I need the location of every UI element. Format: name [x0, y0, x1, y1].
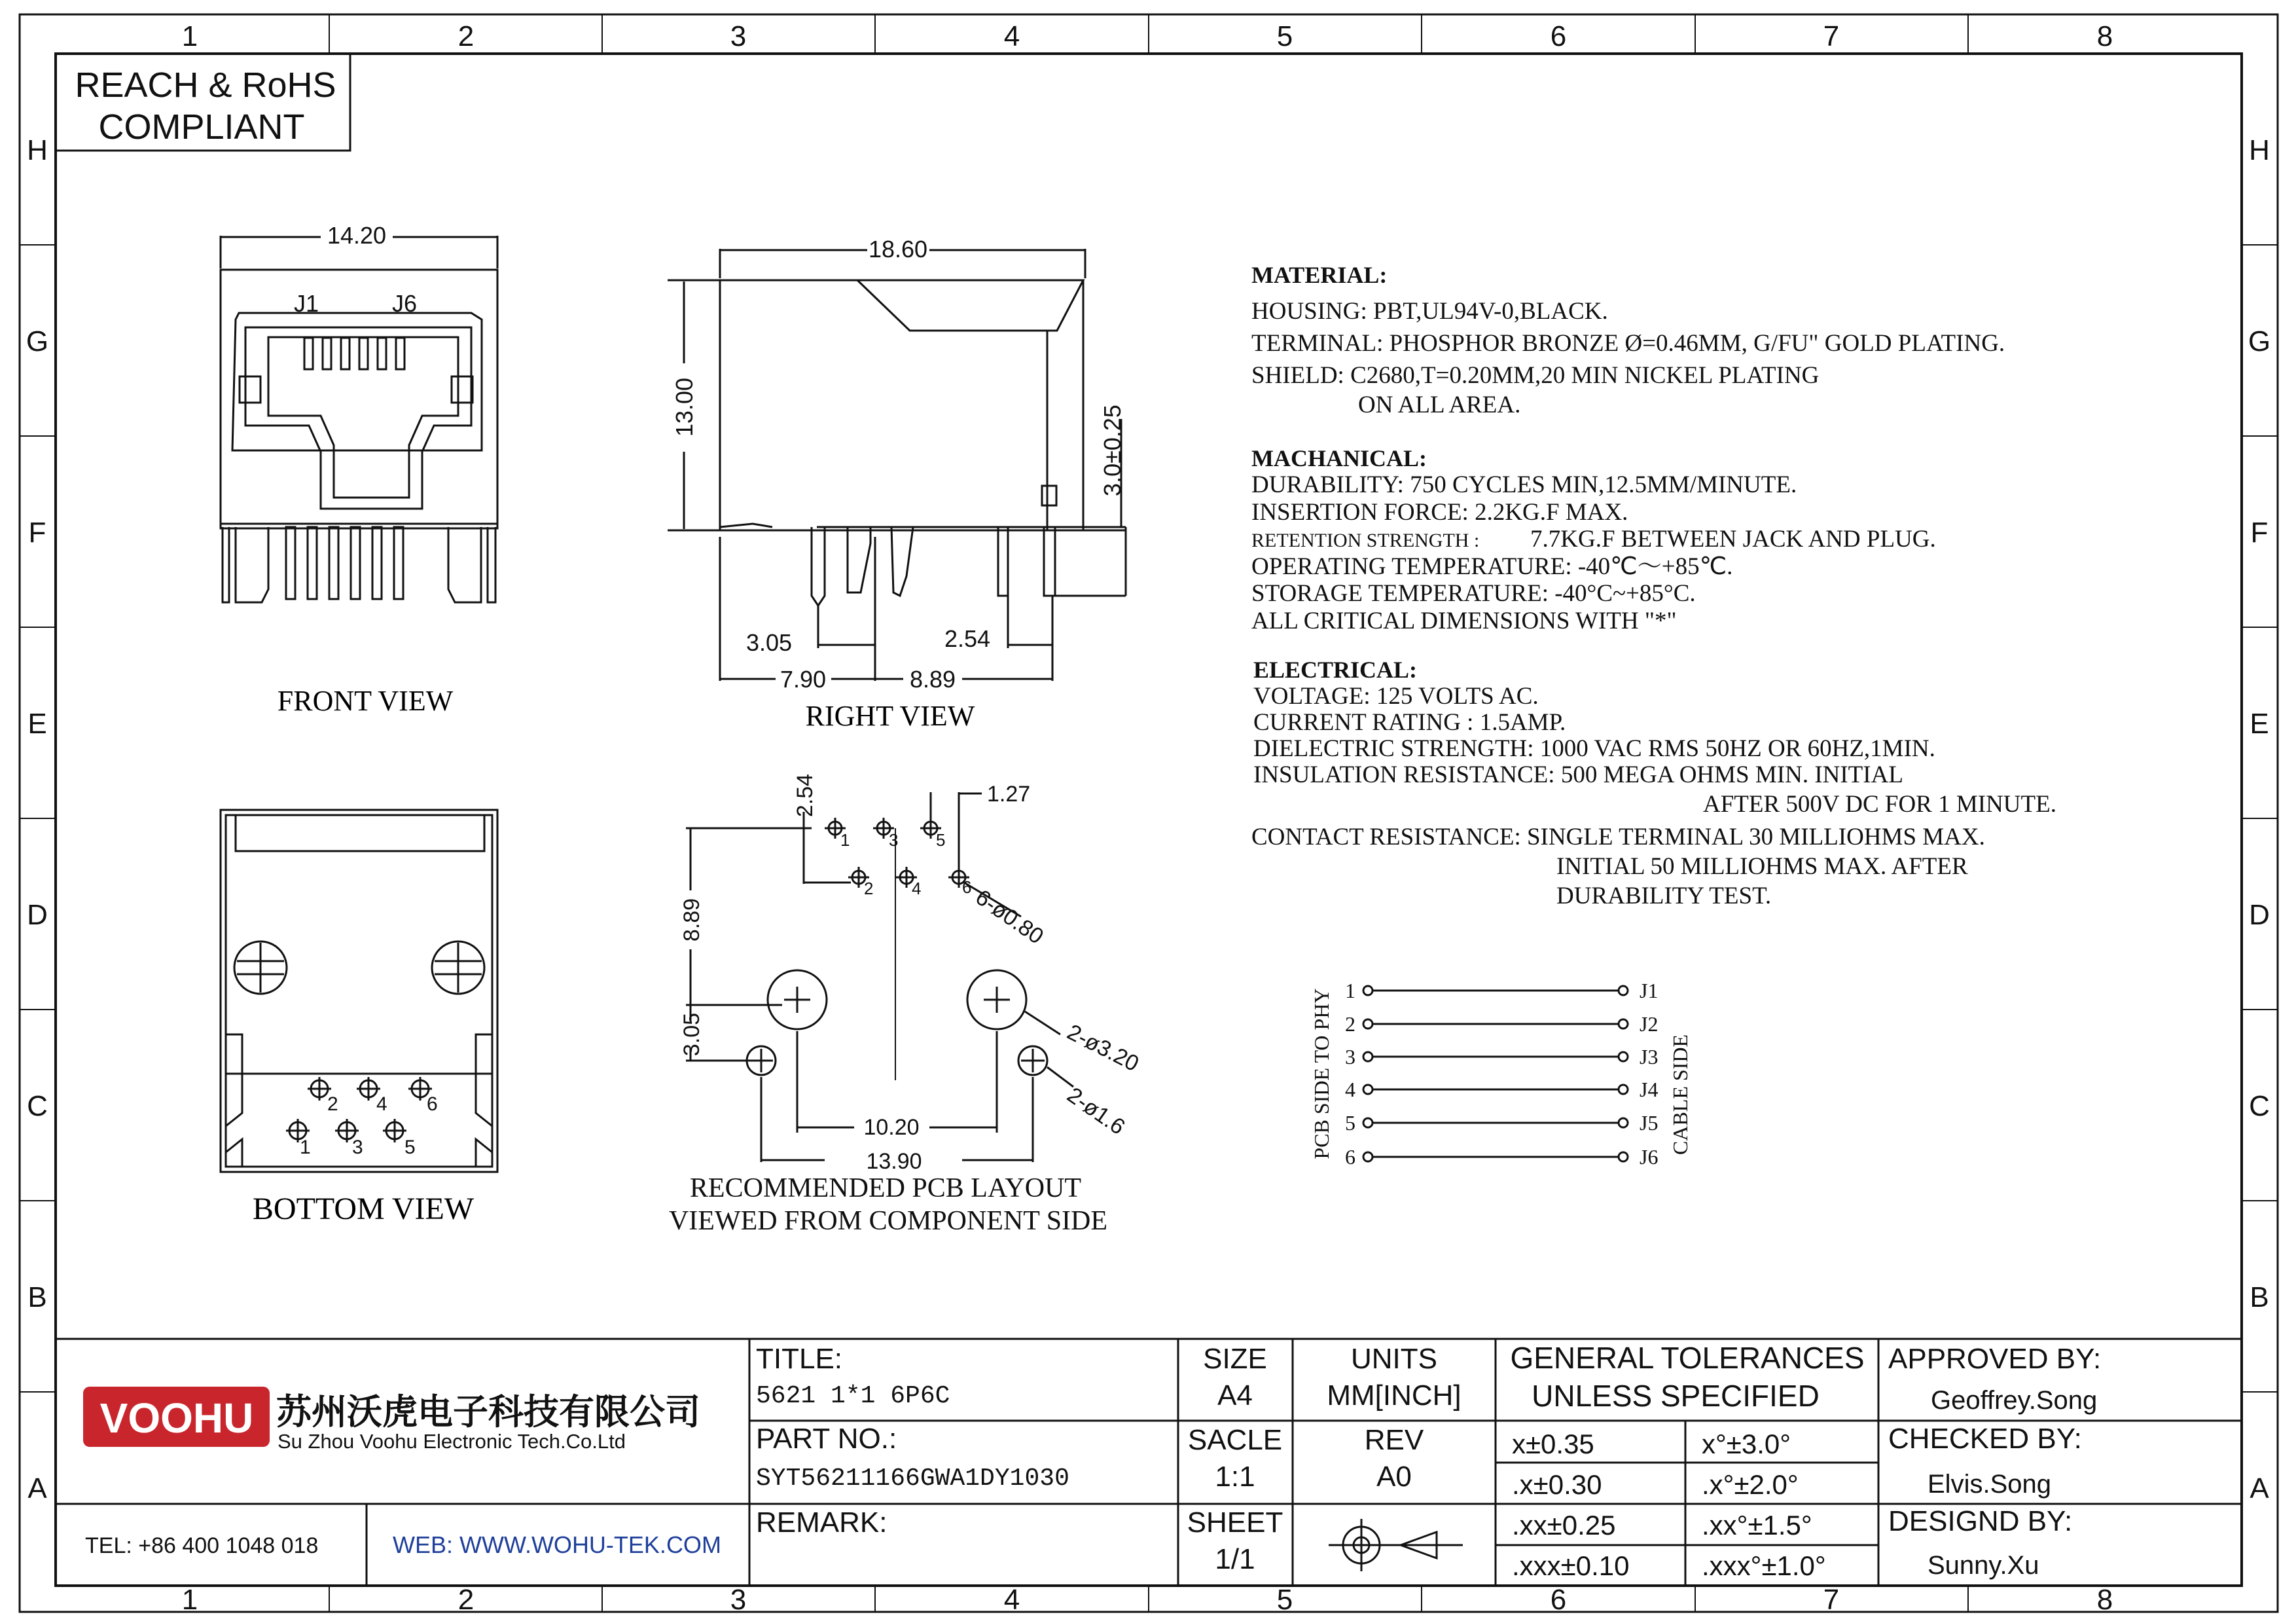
col-label: 6: [1550, 1584, 1567, 1616]
approved-label: APPROVED BY:: [1888, 1343, 2102, 1375]
row-label: D: [2249, 899, 2270, 931]
col-label: 8: [2096, 20, 2113, 52]
mechanical-line: 7.7KG.F BETWEEN JACK AND PLUG.: [1530, 526, 1936, 553]
schematic-left-pin: 5: [1345, 1111, 1355, 1135]
pcb-pin-3: 3: [889, 830, 899, 850]
col-label: 6: [1550, 20, 1567, 52]
material-line: TERMINAL: PHOSPHOR BRONZE Ø=0.46MM, G/FU" GOLD PLATING.: [1251, 330, 2005, 357]
pcb-pin-5: 5: [936, 830, 946, 850]
checked-label: CHECKED BY:: [1888, 1423, 2082, 1455]
pcb-pitch-x: 1.27: [987, 782, 1031, 807]
pcb-pitch-y: 2.54: [793, 773, 817, 818]
bottom-pin-6: 6: [427, 1093, 438, 1115]
tolerance-angular: .xx°±1.5°: [1702, 1510, 1812, 1541]
pcb-dim-peg-spacing: 10.20: [863, 1115, 920, 1140]
schematic-left-label: PCB SIDE TO PHY: [1310, 988, 1333, 1159]
mechanical-heading: MACHANICAL:: [1251, 445, 1427, 471]
bottom-pin-5: 5: [404, 1137, 416, 1158]
specifications: [1251, 262, 2056, 909]
electrical-line: INSULATION RESISTANCE: 500 MEGA OHMS MIN. INITIAL: [1253, 761, 1903, 788]
designed-value: Sunny.Xu: [1928, 1551, 2039, 1580]
tolerance-heading-1: GENERAL TOLERANCES: [1510, 1341, 1865, 1375]
right-standoff-dim: 3.0±0.25: [1099, 405, 1126, 496]
col-label: 5: [1276, 20, 1293, 52]
row-label: A: [27, 1472, 47, 1504]
tolerance-angular: x°±3.0°: [1702, 1429, 1791, 1459]
right-view: [668, 249, 1126, 681]
front-legs: [223, 527, 495, 602]
title-value: 5621 1*1 6P6C: [756, 1382, 950, 1410]
right-dim-b: 2.54: [944, 625, 991, 652]
right-dim-c: 7.90: [780, 666, 827, 693]
sheet-value: 1/1: [1215, 1543, 1255, 1575]
right-height-dim: 13.00: [671, 377, 698, 437]
right-dim-d: 8.89: [909, 666, 956, 693]
pcb-small-hole-note: 2-ø1.6: [1062, 1082, 1130, 1140]
row-label: D: [27, 899, 48, 931]
voohu-logo: [83, 1387, 270, 1447]
col-label: 4: [1003, 1584, 1020, 1616]
right-length-dim: 18.60: [868, 236, 928, 263]
bottom-pin-3: 3: [352, 1137, 363, 1158]
checked-value: Elvis.Song: [1928, 1470, 2051, 1499]
schematic-right-label: CABLE SIDE: [1668, 1034, 1692, 1155]
row-label: H: [2249, 134, 2270, 166]
mechanical-line: OPERATING TEMPERATURE: -40℃～+85℃.: [1251, 553, 1733, 580]
part-value: SYT56211166GWA1DY1030: [756, 1465, 1069, 1493]
schematic-right-pin: J6: [1640, 1145, 1659, 1169]
bottom-pin-1: 1: [300, 1137, 311, 1158]
tolerance-linear: .xx±0.25: [1512, 1510, 1616, 1541]
title-label: TITLE:: [756, 1343, 843, 1375]
mechanical-line: DURABILITY: 750 CYCLES MIN,12.5MM/MINUTE.: [1251, 471, 1797, 498]
pcb-dim-peg-to-small: 3.05: [679, 1012, 704, 1057]
pcb-pin-6: 6: [962, 877, 972, 897]
col-label: 2: [457, 20, 475, 52]
front-view-label: FRONT VIEW: [277, 685, 454, 717]
designed-label: DESIGND BY:: [1888, 1505, 2073, 1537]
units-value: MM[INCH]: [1327, 1379, 1462, 1412]
mechanical-line: INSERTION FORCE: 2.2KG.F MAX.: [1251, 499, 1628, 526]
front-width-dim: 14.20: [327, 222, 387, 249]
bottom-view: [221, 810, 497, 1172]
pcb-layout: [686, 792, 1073, 1162]
schematic-left-pin: 3: [1345, 1045, 1355, 1068]
schematic: [1363, 986, 1628, 1161]
electrical-line: DIELECTRIC STRENGTH: 1000 VAC RMS 50HZ OR 60HZ,1MIN.: [1253, 735, 1935, 762]
material-line: SHIELD: C2680,T=0.20MM,20 MIN NICKEL PLATING: [1251, 362, 1820, 389]
schematic-right-pin: J4: [1640, 1078, 1659, 1101]
bottom-pins: [286, 1077, 432, 1142]
compliance-line-1: REACH & RoHS: [75, 65, 336, 105]
col-label: 1: [181, 20, 198, 52]
row-label: G: [2248, 325, 2271, 357]
rev-label: REV: [1364, 1424, 1424, 1456]
front-pin-last: J6: [391, 290, 418, 317]
pcb-dim-row-to-peg: 8.89: [679, 898, 704, 942]
pcb-pin-4: 4: [912, 879, 922, 898]
row-label: F: [2250, 517, 2269, 549]
tolerance-linear: x±0.35: [1512, 1429, 1594, 1459]
schematic-right-pin: J5: [1640, 1111, 1659, 1135]
schematic-right-pin: J1: [1640, 979, 1659, 1002]
col-label: 2: [457, 1584, 475, 1616]
mechanical-line: RETENTION STRENGTH :: [1251, 530, 1480, 551]
size-value: A4: [1217, 1379, 1253, 1412]
pcb-dim-small-spacing: 13.90: [866, 1149, 922, 1174]
row-label: E: [2250, 708, 2269, 740]
row-label: B: [27, 1281, 47, 1313]
row-label: F: [28, 517, 46, 549]
pcb-label-1: RECOMMENDED PCB LAYOUT: [689, 1173, 1082, 1203]
col-label: 7: [1823, 1584, 1840, 1616]
pcb-peg-hole-note: 2-ø3.20: [1063, 1019, 1143, 1077]
front-pin-first: J1: [293, 290, 319, 317]
row-label: G: [26, 325, 49, 357]
sheet-label: SHEET: [1187, 1506, 1283, 1539]
schematic-left-pin: 2: [1345, 1012, 1355, 1036]
company-phone: TEL: +86 400 1048 018: [85, 1533, 319, 1558]
schematic-left-pin: 6: [1345, 1145, 1355, 1169]
material-line: HOUSING: PBT,UL94V-0,BLACK.: [1251, 298, 1608, 325]
row-label: C: [27, 1090, 48, 1122]
schematic-left-pin: 4: [1345, 1078, 1355, 1101]
front-contacts: [304, 338, 404, 369]
approved-value: Geoffrey.Song: [1931, 1386, 2098, 1415]
pcb-pin-holes: [825, 818, 969, 888]
bottom-pin-2: 2: [327, 1093, 338, 1115]
projection-symbol-icon: [1329, 1519, 1463, 1571]
material-line: ON ALL AREA.: [1358, 392, 1521, 418]
units-label: UNITS: [1351, 1343, 1437, 1375]
row-label: H: [27, 134, 48, 166]
rev-value: A0: [1376, 1461, 1412, 1493]
pcb-pin-2: 2: [864, 879, 874, 898]
right-dim-a: 3.05: [745, 629, 793, 656]
electrical-line: CURRENT RATING : 1.5AMP.: [1253, 709, 1566, 736]
title-block: [56, 1339, 2242, 1586]
tolerance-linear: .xxx±0.10: [1512, 1550, 1630, 1581]
electrical-heading: ELECTRICAL:: [1253, 657, 1418, 683]
pcb-pin-hole-note: 6-ø0.80: [971, 884, 1049, 949]
scale-label: SACLE: [1187, 1424, 1283, 1456]
material-heading: MATERIAL:: [1251, 262, 1388, 288]
bottom-pin-4: 4: [376, 1093, 387, 1115]
compliance-line-2: COMPLIANT: [98, 107, 305, 147]
right-view-label: RIGHT VIEW: [805, 700, 975, 732]
electrical-line: DURABILITY TEST.: [1556, 883, 1772, 909]
part-label: PART NO.:: [756, 1423, 897, 1455]
tolerance-angular: .xxx°±1.0°: [1702, 1550, 1826, 1581]
mechanical-line: ALL CRITICAL DIMENSIONS WITH "*": [1251, 608, 1677, 634]
electrical-line: CONTACT RESISTANCE: SINGLE TERMINAL 30 MILLIOHMS MAX.: [1251, 824, 1985, 850]
bottom-view-label: BOTTOM VIEW: [252, 1192, 475, 1226]
schematic-right-pin: J2: [1640, 1012, 1659, 1036]
electrical-line: INITIAL 50 MILLIOHMS MAX. AFTER: [1556, 853, 1968, 880]
front-view: [221, 236, 497, 602]
mechanical-line: STORAGE TEMPERATURE: -40°C~+85°C.: [1251, 580, 1696, 607]
col-label: 5: [1276, 1584, 1293, 1616]
tolerance-heading-2: UNLESS SPECIFIED: [1532, 1379, 1820, 1413]
row-label: A: [2250, 1472, 2269, 1504]
company-chinese-name: 苏州沃虎电子科技有限公司: [276, 1393, 700, 1432]
col-label: 1: [181, 1584, 198, 1616]
col-label: 3: [730, 20, 747, 52]
pcb-pin-1: 1: [840, 830, 850, 850]
row-label: E: [27, 708, 47, 740]
zone-labels: [26, 20, 2270, 1616]
row-label: B: [2250, 1281, 2269, 1313]
tolerance-linear: .x±0.30: [1512, 1469, 1602, 1500]
col-label: 8: [2096, 1584, 2113, 1616]
col-label: 3: [730, 1584, 747, 1616]
logo-text: VOOHU: [99, 1395, 254, 1442]
size-label: SIZE: [1203, 1343, 1267, 1375]
schematic-left-pin: 1: [1345, 979, 1355, 1002]
pcb-label-2: VIEWED FROM COMPONENT SIDE: [668, 1206, 1108, 1236]
scale-value: 1:1: [1215, 1461, 1255, 1493]
company-website: WEB: WWW.WOHU-TEK.COM: [393, 1531, 721, 1558]
remark-label: REMARK:: [756, 1506, 888, 1539]
row-label: C: [2249, 1090, 2270, 1122]
col-label: 4: [1003, 20, 1020, 52]
company-english-name: Su Zhou Voohu Electronic Tech.Co.Ltd: [278, 1430, 626, 1453]
col-label: 7: [1823, 20, 1840, 52]
electrical-line: AFTER 500V DC FOR 1 MINUTE.: [1703, 791, 2056, 818]
electrical-line: VOLTAGE: 125 VOLTS AC.: [1253, 683, 1539, 710]
schematic-right-pin: J3: [1640, 1045, 1659, 1068]
tolerance-angular: .x°±2.0°: [1702, 1469, 1799, 1500]
